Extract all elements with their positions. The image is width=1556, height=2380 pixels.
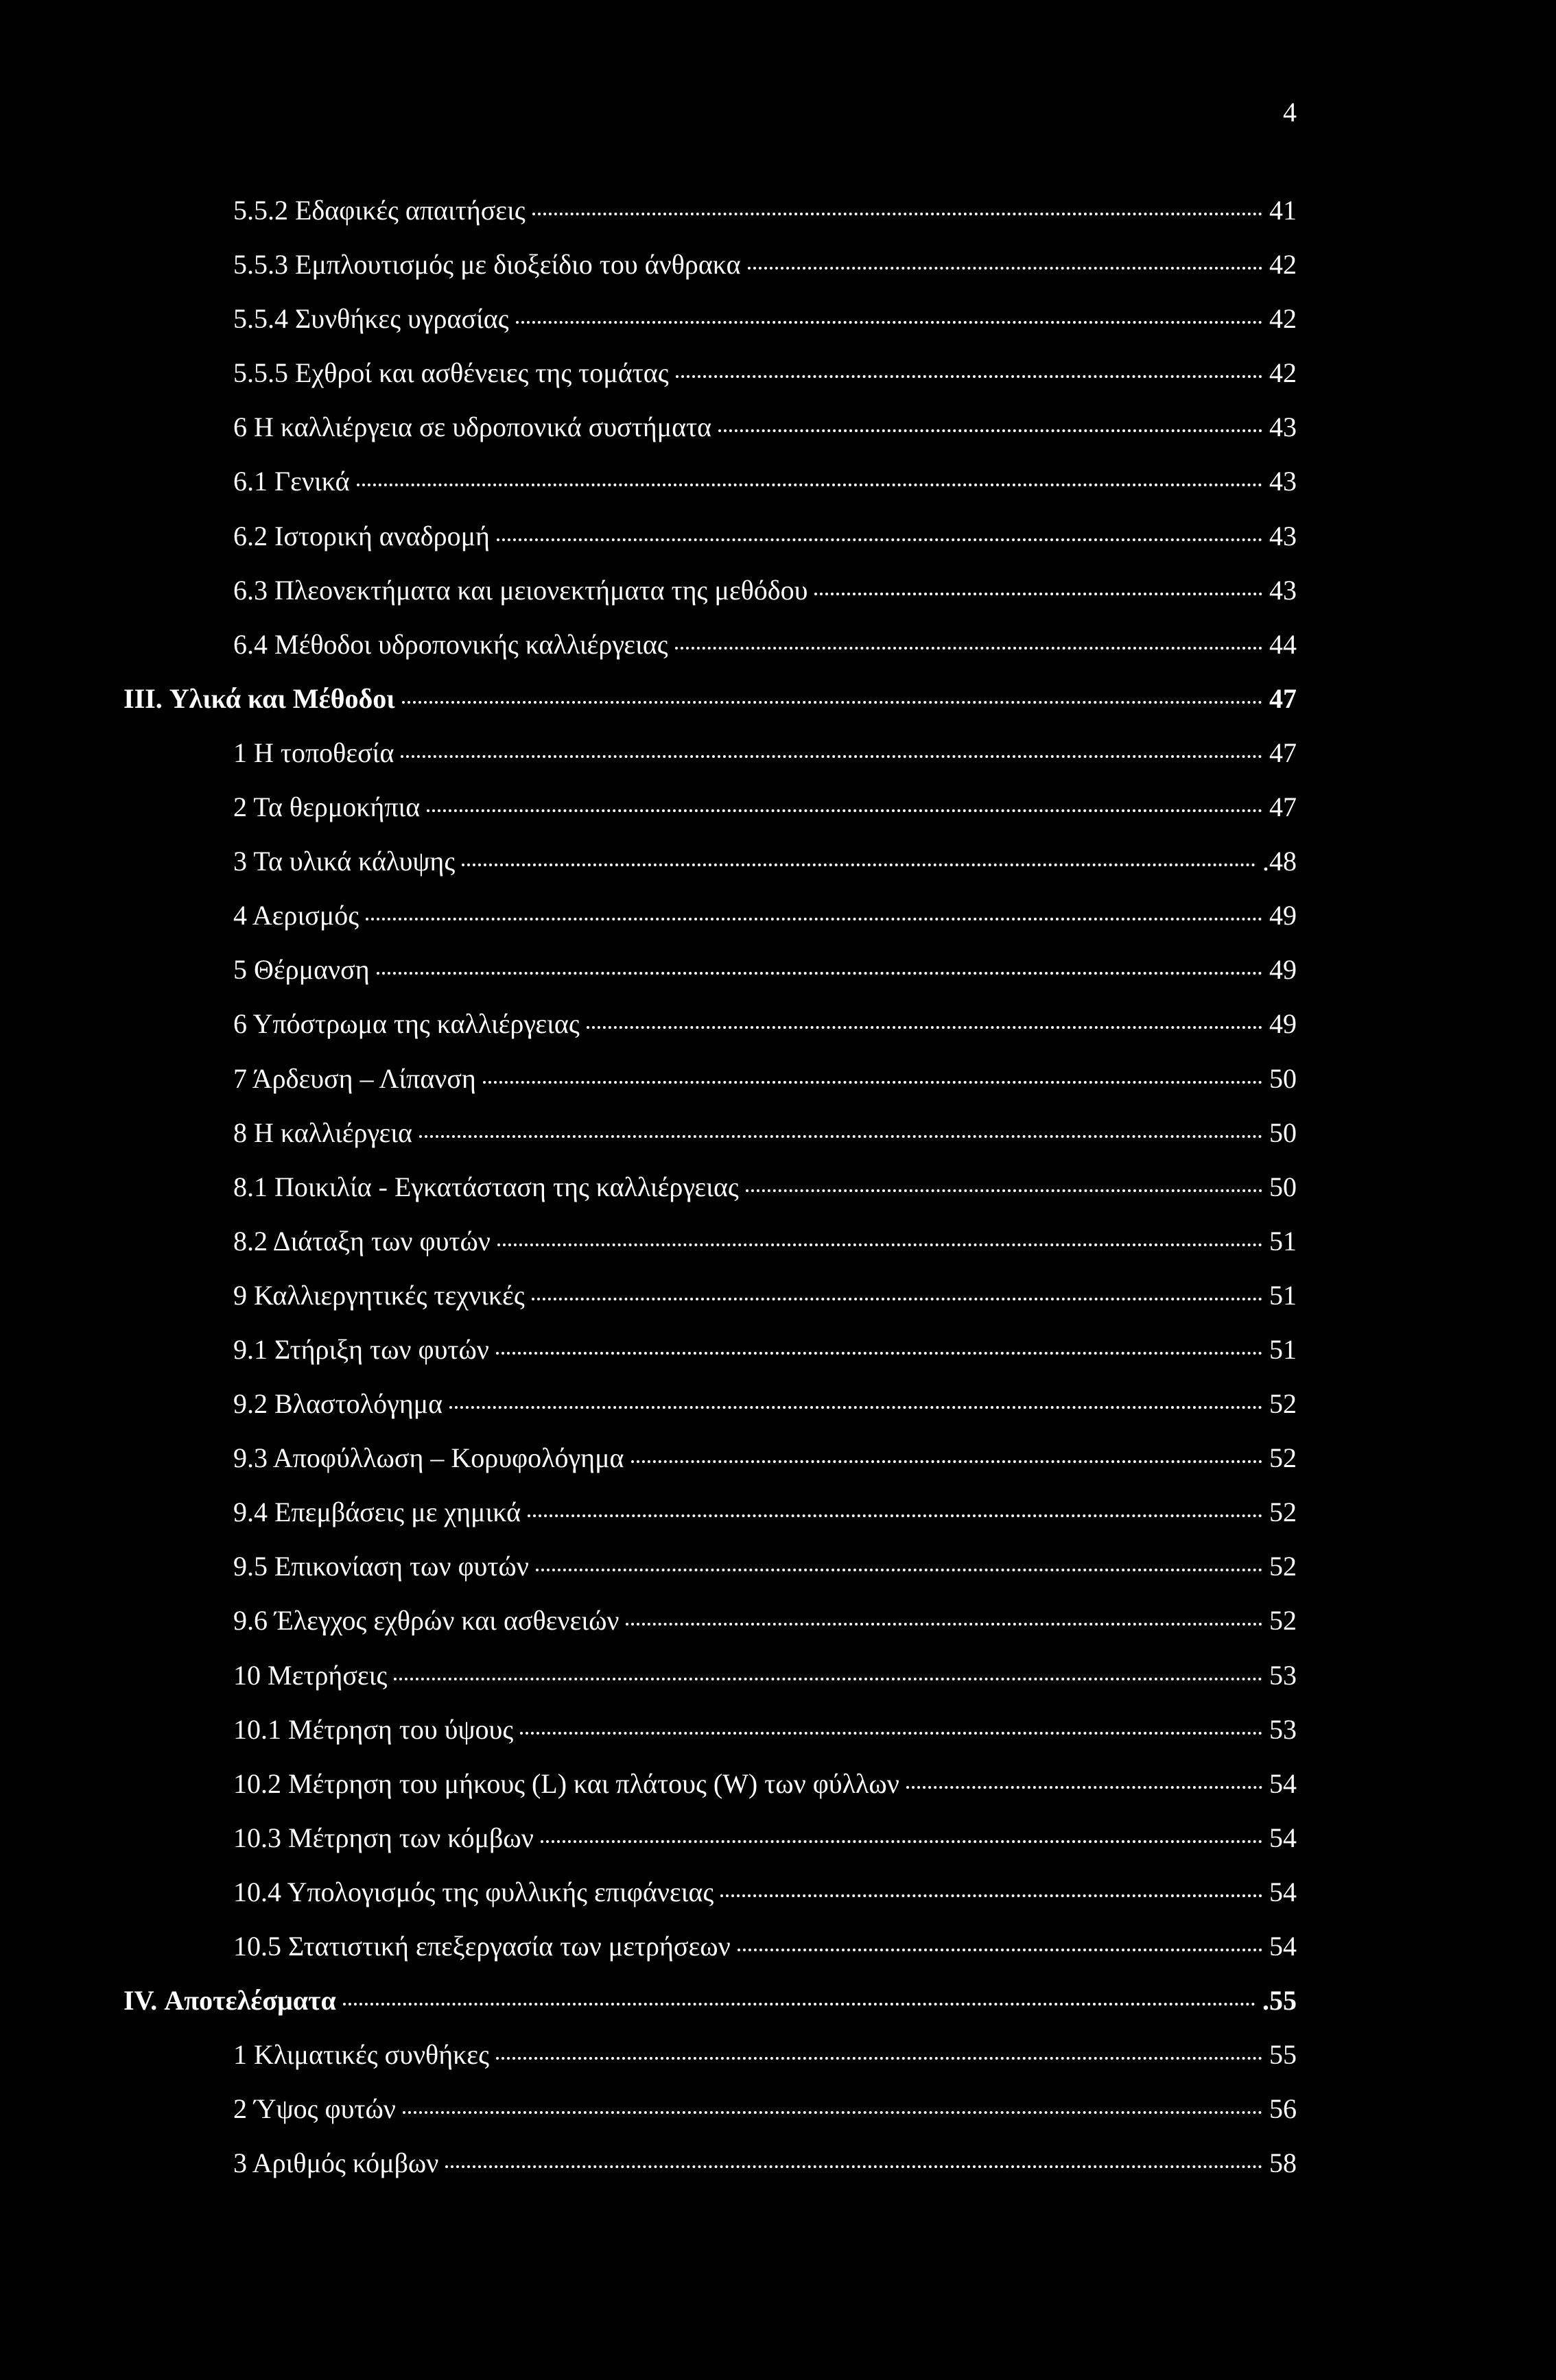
toc-entry-label: 5.5.2 Εδαφικές απαιτήσεις	[233, 195, 526, 226]
dot-leader	[401, 755, 1262, 758]
toc-entry-label: 5.5.4 Συνθήκες υγρασίας	[233, 303, 509, 335]
dot-leader	[516, 321, 1262, 324]
toc-entry-label: 5 Θέρμανση	[233, 954, 370, 986]
toc-entry	[123, 1388, 1297, 1442]
toc-entry	[123, 465, 1297, 519]
toc-entry-page: 53	[1269, 1713, 1297, 1745]
toc-entry-page: 54	[1269, 1876, 1297, 1907]
toc-entry-page: 53	[1269, 1659, 1297, 1691]
toc-entry-label: 9.6 Έλεγχος εχθρών και ασθενειών	[233, 1605, 620, 1637]
toc-entry	[123, 357, 1297, 411]
toc-entry	[123, 2093, 1297, 2147]
toc-entry-label: 10.3 Μέτρηση των κόμβων	[233, 1822, 534, 1853]
toc-entry-label: III. Υλικά και Μέθοδοι	[123, 682, 395, 714]
toc-entry-page: 51	[1269, 1279, 1297, 1311]
toc-entry	[123, 1713, 1297, 1768]
toc-entry-page: 54	[1269, 1931, 1297, 1962]
toc-entry	[123, 682, 1297, 737]
toc-entry-page: 43	[1269, 412, 1297, 443]
toc-entry-page: 50	[1269, 1171, 1297, 1202]
toc-entry-page: 49	[1269, 1008, 1297, 1040]
toc-entry-label: 10.1 Μέτρηση του ύψους	[233, 1713, 514, 1745]
toc-entry-label: 10.2 Μέτρηση του μήκους (L) και πλάτους (W) των φύλλων	[233, 1768, 899, 1799]
toc-entry	[123, 248, 1297, 302]
toc-entry-label: 6.2 Ιστορική αναδρομή	[233, 520, 490, 551]
toc-entry-page: 44	[1269, 628, 1297, 660]
toc-entry-label: 6 Υπόστρωμα της καλλιέργειας	[233, 1008, 580, 1040]
toc-entry-page: 43	[1269, 466, 1297, 497]
toc-entry-page: 47	[1269, 737, 1297, 768]
dot-leader	[528, 1514, 1262, 1517]
toc-entry	[123, 899, 1297, 953]
toc-entry	[123, 520, 1297, 574]
toc-entry-page: 51	[1269, 1225, 1297, 1257]
dot-leader	[748, 267, 1262, 270]
toc-entry-label: 4 Αερισμός	[233, 900, 359, 931]
toc-entry	[123, 1930, 1297, 1984]
toc-entry-page: .55	[1262, 1985, 1297, 2016]
dot-leader	[449, 1406, 1262, 1409]
dot-leader	[483, 1081, 1262, 1084]
toc-entry	[123, 1333, 1297, 1388]
dot-leader	[675, 647, 1262, 650]
toc-entry	[123, 1822, 1297, 1876]
toc-entry-page: 42	[1269, 357, 1297, 389]
toc-entry-label: 6.4 Μέθοδοι υδροπονικής καλλιέργειας	[233, 628, 668, 660]
toc-entry-label: 10.5 Στατιστική επεξεργασία των μετρήσεων	[233, 1931, 731, 1962]
toc-entry	[123, 791, 1297, 845]
toc-entry-label: 8.1 Ποικιλία - Εγκατάσταση της καλλιέργειας	[233, 1171, 739, 1202]
toc-entry-label: 9.2 Βλαστολόγημα	[233, 1388, 443, 1420]
dot-leader	[343, 2003, 1256, 2006]
toc-entry-label: 10.4 Υπολογισμός της φυλλικής επιφάνειας	[233, 1876, 714, 1907]
dot-leader	[427, 809, 1262, 812]
toc-entry	[123, 574, 1297, 628]
toc-entry-label: 8.2 Διάταξη των φυτών	[233, 1225, 491, 1257]
toc-entry-page: 50	[1269, 1117, 1297, 1148]
toc-entry	[123, 1442, 1297, 1496]
toc-entry-page: 51	[1269, 1333, 1297, 1365]
dot-leader	[541, 1840, 1262, 1843]
toc-entry	[123, 1008, 1297, 1062]
toc-entry-label: 7 Άρδευση – Λίπανση	[233, 1062, 476, 1094]
dot-leader	[532, 1298, 1262, 1300]
dot-leader	[377, 972, 1262, 975]
toc-entry-page: 47	[1269, 792, 1297, 823]
toc-entry	[123, 1659, 1297, 1713]
toc-entry-label: 1 Κλιματικές συνθήκες	[233, 2039, 489, 2071]
toc-entry	[123, 953, 1297, 1008]
toc-entry-label: 2 Τα θερμοκήπια	[233, 792, 421, 823]
toc-entry-page: 52	[1269, 1497, 1297, 1528]
toc-entry	[123, 194, 1297, 248]
toc-entry-label: 6.1 Γενικά	[233, 466, 350, 497]
toc-entry-page: 54	[1269, 1822, 1297, 1853]
toc-entry-page: 41	[1269, 195, 1297, 226]
toc-entry	[123, 1225, 1297, 1279]
toc-entry	[123, 1496, 1297, 1550]
toc-entry-label: 6 Η καλλιέργεια σε υδροπονικά συστήματα	[233, 412, 712, 443]
dot-leader	[366, 918, 1262, 920]
dot-leader	[357, 484, 1262, 486]
toc-entry-page: 52	[1269, 1388, 1297, 1420]
toc-entry-label: 9.3 Αποφύλλωση – Κορυφολόγημα	[233, 1442, 624, 1474]
toc-entry-label: 9.1 Στήριξη των φυτών	[233, 1333, 489, 1365]
toc-entry-label: 3 Τα υλικά κάλυψης	[233, 846, 456, 877]
toc-entry-page: 42	[1269, 303, 1297, 335]
toc-entry-page: 52	[1269, 1605, 1297, 1637]
dot-leader	[497, 1243, 1262, 1246]
toc-entry	[123, 1604, 1297, 1658]
dot-leader	[462, 864, 1256, 866]
toc-entry-page: .48	[1262, 846, 1297, 877]
toc-entry-label: 5.5.5 Εχθροί και ασθένειες της τομάτας	[233, 357, 669, 389]
toc-entry-label: 10 Μετρήσεις	[233, 1659, 388, 1691]
toc-entry-page: 54	[1269, 1768, 1297, 1799]
toc-entry-label: 6.3 Πλεονεκτήματα και μειονεκτήματα της μεθόδου	[233, 574, 808, 606]
toc-entry	[123, 411, 1297, 465]
toc-entry-label: 9.5 Επικονίαση των φυτών	[233, 1551, 529, 1582]
dot-leader	[536, 1569, 1262, 1571]
toc-entry-page: 50	[1269, 1062, 1297, 1094]
dot-leader	[419, 1135, 1262, 1138]
toc-entry-page: 52	[1269, 1442, 1297, 1474]
toc-entry	[123, 1171, 1297, 1225]
toc-entry-label: 3 Αριθμός κόμβων	[233, 2147, 439, 2179]
dot-leader	[445, 2165, 1262, 2168]
dot-leader	[746, 1189, 1262, 1192]
toc-entry	[123, 1876, 1297, 1930]
toc-entry-page: 56	[1269, 2093, 1297, 2125]
dot-leader	[587, 1026, 1262, 1029]
dot-leader	[720, 1894, 1262, 1897]
dot-leader	[718, 429, 1262, 432]
toc-entry-page: 55	[1269, 2039, 1297, 2071]
toc-entry-label: 9 Καλλιεργητικές τεχνικές	[233, 1279, 525, 1311]
toc-entry-page: 58	[1269, 2147, 1297, 2179]
dot-leader	[496, 1352, 1262, 1355]
dot-leader	[403, 2111, 1262, 2114]
dot-leader	[394, 1678, 1262, 1680]
toc-entry-label: 2 Ύψος φυτών	[233, 2093, 396, 2125]
toc-entry-label: IV. Αποτελέσματα	[123, 1985, 336, 2016]
toc-entry	[123, 1279, 1297, 1333]
dot-leader	[676, 375, 1262, 378]
toc-entry-page: 49	[1269, 954, 1297, 986]
toc-entry-label: 9.4 Επεμβάσεις με χημικά	[233, 1497, 521, 1528]
toc-entry	[123, 2038, 1297, 2093]
toc-entry	[123, 737, 1297, 791]
toc-entry	[123, 1550, 1297, 1604]
dot-leader	[626, 1623, 1262, 1626]
toc-entry	[123, 1768, 1297, 1822]
toc-entry	[123, 302, 1297, 357]
toc-entry	[123, 1984, 1297, 2038]
dot-leader	[520, 1732, 1262, 1735]
toc-entry	[123, 628, 1297, 682]
toc-entry-label: 5.5.3 Εμπλουτισμός με διοξείδιο του άνθρακα	[233, 249, 741, 281]
toc-entry	[123, 1062, 1297, 1117]
page-number: 4	[1283, 97, 1297, 128]
dot-leader	[631, 1460, 1263, 1463]
dot-leader	[532, 213, 1262, 215]
toc-entry-page: 43	[1269, 574, 1297, 606]
toc-entry-page: 47	[1269, 682, 1297, 714]
toc-entry	[123, 2147, 1297, 2201]
toc-entry-page: 49	[1269, 900, 1297, 931]
dot-leader	[496, 2057, 1262, 2060]
toc-entry-page: 42	[1269, 249, 1297, 281]
toc-entry-label: 8 Η καλλιέργεια	[233, 1117, 412, 1148]
toc-entry-page: 52	[1269, 1551, 1297, 1582]
toc-entry-page: 43	[1269, 520, 1297, 551]
dot-leader	[497, 538, 1262, 541]
toc-entry-label: 1 Η τοποθεσία	[233, 737, 394, 768]
table-of-contents	[123, 194, 1297, 2201]
dot-leader	[814, 593, 1262, 595]
toc-entry	[123, 845, 1297, 899]
toc-entry	[123, 1117, 1297, 1171]
dot-leader	[738, 1949, 1262, 1951]
dot-leader	[402, 701, 1262, 704]
dot-leader	[906, 1786, 1262, 1789]
